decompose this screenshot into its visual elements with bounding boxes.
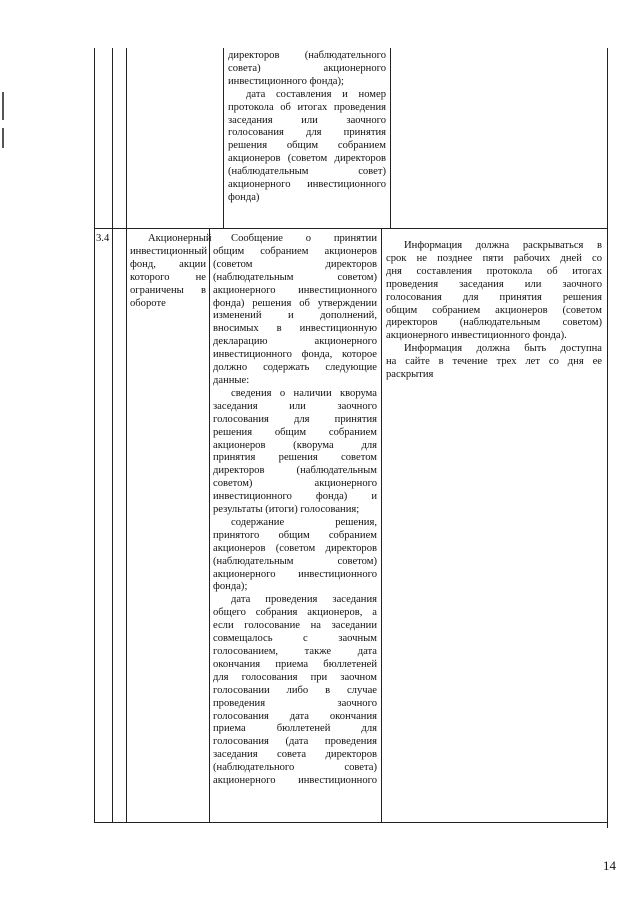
text-line: вносимых в инвестиционную bbox=[213, 323, 377, 335]
text-line: голосования для принятия решения bbox=[386, 291, 602, 303]
text-line: директоров (наблюдательным bbox=[213, 465, 377, 477]
text-line: советом) акционерного bbox=[213, 478, 377, 490]
row-3-4-col3 bbox=[213, 233, 377, 788]
text-line: заседания совета директоров bbox=[213, 749, 377, 761]
text-line: для голосования при заочном bbox=[213, 671, 377, 683]
text-line: инвестиционного фонда); bbox=[228, 75, 344, 87]
row-number: 3.4 bbox=[96, 233, 110, 244]
text-line: голосования (дата проведения bbox=[213, 736, 377, 748]
text-line: фонда) решения об утверждении bbox=[213, 297, 377, 309]
text-line: голосовании либо в случае bbox=[213, 684, 377, 696]
table-border bbox=[94, 228, 608, 229]
text-line: сведения о наличии кворума bbox=[231, 387, 377, 399]
text-line: проведения заседания или заочного bbox=[386, 278, 602, 290]
row-3-4-col4 bbox=[386, 240, 602, 382]
table-border bbox=[94, 48, 95, 823]
text-line: ограничены в bbox=[130, 284, 206, 296]
text-line: голосования для принятия bbox=[213, 413, 377, 425]
table-border bbox=[607, 48, 608, 828]
text-line: фонд, акции bbox=[130, 258, 206, 270]
text-line: совета) акционерного bbox=[228, 62, 386, 74]
text-line: срок не позднее пяти рабочих дней со bbox=[386, 252, 602, 264]
text-line: раскрытия bbox=[386, 369, 434, 381]
scan-mark bbox=[2, 92, 4, 120]
text-line: декларацию акционерного bbox=[213, 336, 377, 348]
text-line: акционеров (советом директоров bbox=[213, 542, 377, 554]
text-line: дата составления и номер bbox=[246, 88, 386, 100]
text-line: акционерного инвестиционного фонда). bbox=[386, 330, 567, 342]
text-line: голосования для принятия bbox=[228, 127, 386, 139]
table-border bbox=[209, 228, 210, 823]
text-line: проведения заочного bbox=[213, 697, 377, 709]
text-line: на сайте в течение трех лет со дня ее bbox=[386, 356, 602, 368]
text-line: решения общим собранием bbox=[213, 426, 377, 438]
table-border bbox=[126, 48, 127, 823]
text-line: если голосование на заседании bbox=[213, 620, 377, 632]
text-line: заседания или заочного bbox=[213, 400, 377, 412]
text-line: (наблюдательным советом) bbox=[213, 555, 377, 567]
table-border bbox=[381, 228, 382, 823]
text-line: директоров (наблюдательного bbox=[228, 50, 386, 61]
text-line: протокола об итогах проведения bbox=[228, 101, 386, 113]
text-line: общего собрания акционеров, а bbox=[213, 607, 377, 619]
text-line: должно содержать следующие bbox=[213, 362, 377, 374]
page-number: 14 bbox=[603, 858, 616, 873]
text-line: голосованием, также дата bbox=[213, 646, 377, 657]
text-line: (советом директоров bbox=[213, 258, 377, 270]
text-line: окончания приема бюллетеней bbox=[213, 658, 377, 670]
text-line: инвестиционного фонда, которое bbox=[213, 349, 377, 361]
text-line: акционеров (кворума для bbox=[213, 439, 377, 451]
text-line: которого не bbox=[130, 271, 206, 283]
text-line: (наблюдательного совета) bbox=[213, 762, 377, 774]
text-line: приема бюллетеней для bbox=[213, 723, 377, 735]
text-line: фонда) bbox=[228, 191, 260, 203]
text-line: дата проведения заседания bbox=[231, 594, 377, 606]
text-line: принятого общим собранием bbox=[213, 529, 377, 541]
text-line: заседания или заочного bbox=[228, 114, 386, 126]
text-line: принятия решения советом bbox=[213, 452, 377, 464]
text-line: результаты (итоги) голосования; bbox=[213, 504, 360, 516]
top-row-col3 bbox=[228, 50, 386, 205]
text-line: Сообщение о принятии bbox=[231, 233, 377, 244]
text-line: голосования дата окончания bbox=[213, 710, 377, 722]
text-line: акционерного инвестиционного bbox=[213, 568, 377, 580]
text-line: совмещалось с заочным bbox=[213, 633, 377, 645]
scan-mark bbox=[2, 128, 4, 148]
text-line: (наблюдательным совет) bbox=[228, 166, 386, 178]
text-line: акционерного инвестиционного bbox=[213, 775, 377, 787]
text-line: Информация должна быть доступна bbox=[404, 343, 602, 355]
text-line: изменений и дополнений, bbox=[213, 310, 377, 322]
text-line: Информация должна раскрываться в bbox=[404, 240, 602, 251]
text-line: акционерного инвестиционного bbox=[213, 284, 377, 296]
text-line: общим собранием акционеров bbox=[213, 245, 377, 257]
text-line: обороте bbox=[130, 297, 166, 309]
text-line: решения общим собранием bbox=[228, 140, 386, 152]
text-line: директоров (наблюдательным советом) bbox=[386, 317, 602, 329]
text-line: инвестиционного фонда) и bbox=[213, 491, 377, 503]
text-line: данные: bbox=[213, 374, 250, 386]
text-line: акционеров (советом директоров bbox=[228, 153, 386, 165]
table-border bbox=[390, 48, 391, 228]
text-line: акционерного инвестиционного bbox=[228, 179, 386, 191]
table-border bbox=[223, 48, 224, 228]
row-3-4-col2 bbox=[130, 233, 212, 310]
table-border bbox=[94, 822, 608, 823]
text-line: (наблюдательным советом) bbox=[213, 271, 377, 283]
text-line: общим собранием акционеров (советом bbox=[386, 304, 602, 316]
text-line: фонда); bbox=[213, 581, 248, 593]
text-line: Акционерный bbox=[148, 233, 212, 244]
table-border bbox=[112, 48, 113, 823]
text-line: дня составления протокола об итогах bbox=[386, 265, 602, 277]
text-line: содержание решения, bbox=[231, 516, 377, 528]
text-line: инвестиционный bbox=[130, 245, 208, 257]
